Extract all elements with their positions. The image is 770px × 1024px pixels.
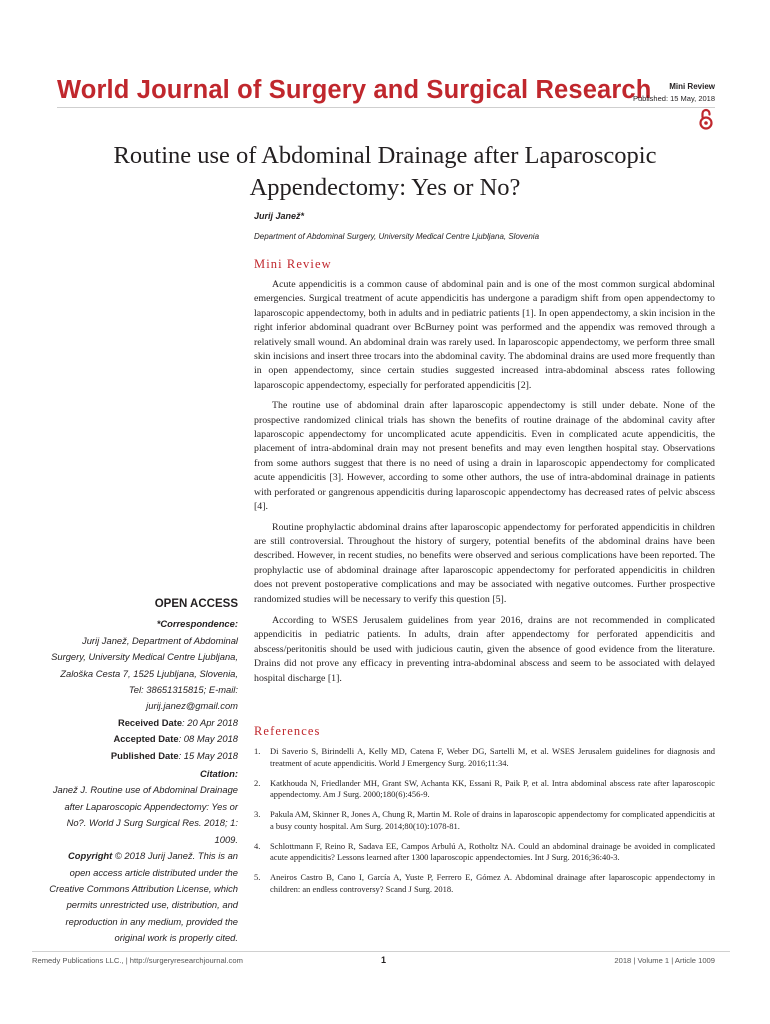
section-heading-references: References	[254, 724, 321, 738]
sidebar	[48, 596, 238, 947]
journal-title: World Journal of Surgery and Surgical Research	[57, 76, 652, 104]
received-date-label: Received Date	[117, 716, 183, 728]
article-title: Routine use of Abdominal Drainage after Laparoscopic Appendectomy: Yes or No?	[113, 142, 657, 201]
reference-text: Katkhouda N, Friedlander MH, Grant SW, Achanta KK, Essani R, Paik P, et al. Intra abdominal abscess rate after laparoscopic appendectomy. Am J Surg. 2000;180(6):456-9.	[270, 777, 715, 799]
received-date	[48, 715, 238, 731]
footer-volume-info: 2018 | Volume 1 | Article 1009	[614, 956, 715, 965]
body-paragraph: According to WSES Jerusalem guidelines from year 2016, drains are not recommended in complicated appendicitis in pediatric patients. In adults, drain after appendectomy for perforated appendicitis and abscess/peritonitis should be used with judicious cautin, given the absence of good evidence from the literature. Drains did not prove any efficacy in preventing intra-abdominal abscess and seem to be associated with delayed hospital discharge [1].	[254, 614, 715, 684]
reference-item	[254, 872, 715, 895]
section-heading-mini-review: Mini Review	[254, 257, 332, 271]
reference-number: 4.	[254, 840, 261, 851]
reference-item	[254, 746, 715, 769]
reference-item	[254, 778, 715, 801]
footer-publisher: Remedy Publications LLC., | http://surgeryresearchjournal.com	[32, 956, 243, 965]
correspondence-label: *Correspondence:	[156, 618, 238, 630]
body-text	[254, 278, 715, 686]
header-meta	[633, 82, 715, 103]
reference-list	[254, 746, 715, 904]
copyright-notice	[48, 848, 238, 946]
copyright-label: Copyright	[68, 850, 113, 862]
author-affiliation: Department of Abdominal Surgery, University Medical Centre Ljubljana, Slovenia	[254, 232, 540, 241]
reference-text: Schlottmann F, Reino R, Sadava EE, Campos Arbulú A, Rotholtz NA. Could an abdominal drainage be avoided in complicated acute appendicitis? Lessons learned after 1300 laparoscopic appendectomies. Int J Surg. 2016;36:40-3.	[270, 840, 715, 862]
reference-item	[254, 841, 715, 864]
copyright-text: © 2018 Jurij Janež. This is an open access article distributed under the Creative Commons Attribution License, which permits unrestricted use, distribution, and reproduction in any medium, provided the original work is properly cited.	[49, 850, 238, 944]
accepted-date-label: Accepted Date	[113, 733, 179, 745]
footer-divider	[32, 951, 730, 952]
reference-number: 1.	[254, 746, 261, 756]
body-paragraph: Routine prophylactic abdominal drains after laparoscopic appendectomy for perforated appendicitis in children are still controversial. Throughout the history of surgery, potential benefits of the abdominal drains have been described. However, in recent studies, no benefits were observed and serious complications have been reported. The prophylactic use of abdominal drainage after laparoscopic appendectomy for perforated appendicitis in children does not prevent postoperative complications and may be associated with negative outcomes. Further prospective randomized studies will be necessary to verify this question [5].	[254, 521, 715, 605]
published-date	[48, 748, 238, 764]
open-access-label: OPEN ACCESS	[154, 598, 238, 610]
reference-text: Pakula AM, Skinner R, Jones A, Chung R, Martin M. Role of drains in laparoscopic appendectomy for complicated appendicitis at a busy county hospital. Am Surg. 2014;80(10):1078-81.	[270, 809, 715, 831]
page-number: 1	[381, 955, 387, 965]
citation-label: Citation:	[199, 768, 238, 780]
header-divider	[57, 107, 715, 108]
received-date-value: : 20 Apr 2018	[182, 716, 238, 728]
reference-number: 5.	[254, 872, 261, 882]
published-date-label: Published Date	[110, 749, 179, 761]
reference-text: Aneiros Castro B, Cano I, García A, Yuste P, Ferrero E, Gómez A. Abdominal drainage after laparoscopic appendectomy in children: an endless controversy? Scand J Surg. 2018.	[270, 872, 715, 894]
citation-text: Janež J. Routine use of Abdominal Drainage after Laparoscopic Appendectomy: Yes or No?. World J Surg Surgical Res. 2018; 1: 1009.	[52, 784, 238, 845]
header-published-date: Published: 15 May, 2018	[633, 94, 715, 103]
correspondence-text: Jurij Janež, Department of Abdominal Surgery, University Medical Centre Ljubljana, Zaloška Cesta 7, 1525 Ljubljana, Slovenia, Tel: 38651315815; E-mail: jurij.janez@gmail.com	[51, 634, 238, 712]
article-type: Mini Review	[669, 82, 715, 91]
reference-number: 2.	[254, 777, 261, 788]
accepted-date-value: : 08 May 2018	[178, 733, 238, 745]
reference-text: Di Saverio S, Birindelli A, Kelly MD, Catena F, Weber DG, Sartelli M, et al. WSES Jerusalem guidelines for diagnosis and treatment of acute appendicitis. World J Emergency Surg. 2016;11:34.	[270, 746, 715, 768]
body-paragraph: Acute appendicitis is a common cause of abdominal pain and is one of the most common surgical abdominal emergencies. Surgical treatment of acute appendicitis has undergone a paradigm shift from open appendectomy to laparoscopic appendectomy, both in adults and in pediatric patients [1]. In open appendectomy, a skin incision in the right inferior abdominal quadrant over BcBurney point was performed and the appendix was removed through a relatively small wound. An abdominal drain was rarely used. In laparoscopic appendectomy, we perform three small skin incisions and insert three trocars into the abdominal cavity. The abdominal drains are used more frequently than in open appendectomy, since certain studies suggested increased intra-abdominal abscess rates following laparoscopic appendectomy, especially for perforated appendicitis [2].	[254, 279, 715, 391]
reference-number: 3.	[254, 809, 261, 819]
open-access-lock-icon	[699, 108, 713, 130]
reference-item	[254, 809, 715, 832]
author-name: Jurij Janež*	[254, 211, 305, 221]
body-paragraph: The routine use of abdominal drain after laparoscopic appendectomy is still under debate. None of the prospective randomized clinical trials has shown the benefits of routine drainage of the abdominal cavity after laparoscopic appendectomy for uncomplicated acute appendicitis. Even in complicated acute appendicitis, the placement of intra-abdominal drain may not present benefits and may even lengthen hospital stay. Observations from some authors suggest that there is no need of using a drain in laparoscopic appendectomy for complicated acute appendicitis [3]. However, according to some other authors, the use of intra-abdominal drainage in patients with perforated or gangrenous appendicitis during laparoscopic appendectomy has decreased rates of pelvic abscess [4].	[254, 400, 715, 513]
published-date-value: : 15 May 2018	[178, 749, 238, 761]
accepted-date	[48, 731, 238, 747]
